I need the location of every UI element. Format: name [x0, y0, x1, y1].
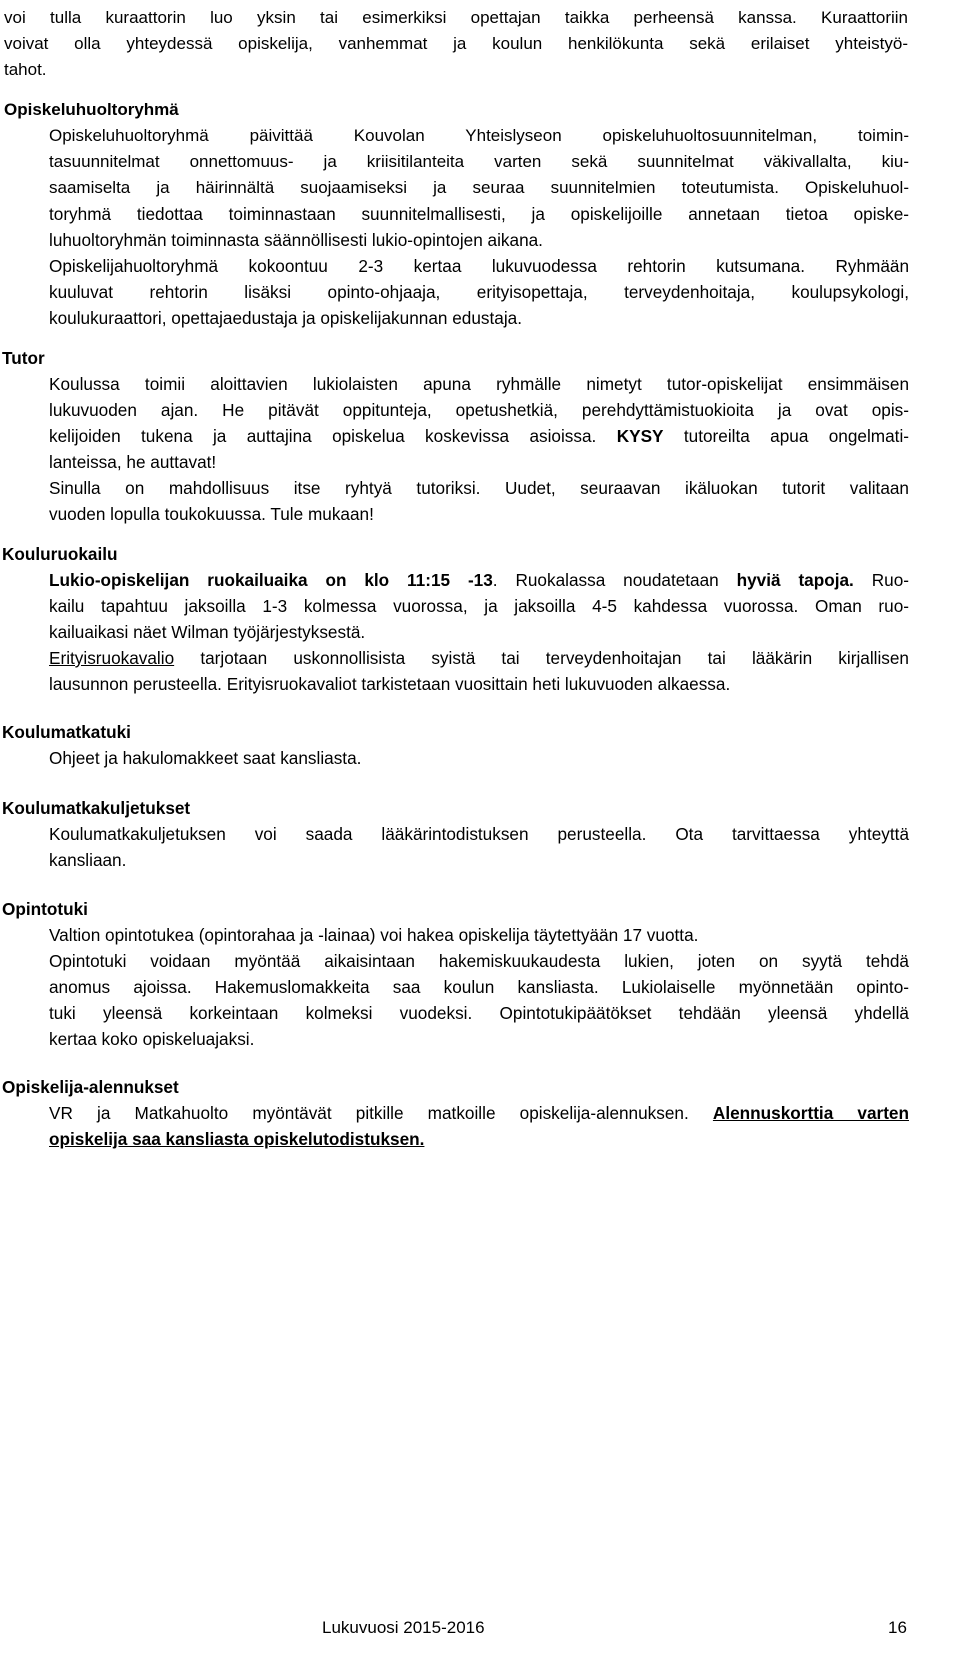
tutor-line-5: Sinulla on mahdollisuus itse ryhtyä tutoriksi. Uudet, seuraavan ikäluokan tutorit valitaan — [49, 478, 909, 498]
ohr-line-3: saamiselta ja häirinnältä suojaamiseksi ja seuraa suunnitelmien toteutumista. Opiskeluhuol- — [49, 178, 909, 197]
heading-opiskeluhuoltoryhma: Opiskeluhuoltoryhmä — [4, 100, 179, 119]
opintotuki-line-4: tuki yleensä korkeintaan kolmeksi vuodeksi. Opintotukipäätökset tehdään yleensä yhdellä — [49, 1003, 909, 1023]
alennus-bold-underlined-1: Alennuskorttia varten — [712, 1103, 909, 1123]
intro-line-2: voivat olla yhteydessä opiskelija, vanhemmat ja koulun henkilökunta sekä erilaiset yhteistyö- — [4, 34, 908, 53]
ohr-line-6: Opiskelijahuoltoryhmä kokoontuu 2-3 kertaa lukuvuodessa rehtorin kutsumana. Ryhmään — [49, 256, 909, 276]
erityisruokavalio-underlined: Erityisruokavalio — [49, 648, 175, 668]
opintotuki-line-2: Opintotuki voidaan myöntää aikaisintaan hakemiskuukaudesta lukien, joten on syytä tehdä — [49, 951, 909, 971]
tutor-line-2: lukuvuoden ajan. He pitävät oppitunteja, opetushetkiä, perehdyttämistuokioita ja ovat opis- — [49, 400, 909, 420]
alennus-line-1 — [49, 1100, 909, 1126]
alennus-line-1-text: VR ja Matkahuolto myöntävät pitkille matkoille opiskelija-alennuksen. — [49, 1103, 713, 1123]
heading-tutor: Tutor — [2, 348, 45, 368]
alennus-line-2 — [49, 1126, 424, 1152]
tutor-line-3-end: tutoreilta apua ongelmati- — [663, 426, 909, 446]
heading-koulumatkakuljetukset: Koulumatkakuljetukset — [2, 798, 191, 818]
ruoka-line-4 — [49, 645, 909, 671]
tutor-kysy-bold: KYSY — [616, 426, 664, 446]
opintotuki-line-1: Valtion opintotukea (opintorahaa ja -lainaa) voi hakea opiskelija täytettyään 17 vuotta. — [49, 925, 699, 945]
ruoka-line-4-end: tarjotaan uskonnollisista syistä tai terveydenhoitajan tai lääkärin kirjallisen — [174, 648, 909, 668]
heading-opintotuki: Opintotuki — [2, 899, 88, 919]
heading-koulumatkatuki: Koulumatkatuki — [2, 722, 131, 742]
intro-line-1: voi tulla kuraattorin luo yksin tai esimerkiksi opettajan taikka perheensä kanssa. Kuraattoriin — [4, 8, 908, 27]
tutor-line-3 — [49, 423, 909, 449]
page-number: 16 — [888, 1618, 907, 1637]
kuljetus-line-2: kansliaan. — [49, 850, 127, 870]
opintotuki-line-5: kertaa koko opiskeluajaksi. — [49, 1029, 255, 1049]
ruoka-line-3: kailuaikasi näet Wilman työjärjestyksestä. — [49, 622, 366, 642]
tutor-line-4: lanteissa, he auttavat! — [49, 452, 217, 472]
heading-opiskelija-alennukset: Opiskelija-alennukset — [2, 1077, 179, 1097]
ruoka-manners-bold: hyviä tapoja. — [736, 570, 854, 590]
ohr-line-4: toryhmä tiedottaa toiminnastaan suunnitelmallisesti, ja opiskelijoille annetaan tietoa opiske- — [49, 204, 909, 224]
ohr-line-5: luhuoltoryhmän toiminnasta säännöllisesti lukio-opintojen aikana. — [49, 230, 543, 250]
ohr-line-7: kuuluvat rehtorin lisäksi opinto-ohjaaja, erityisopettaja, terveydenhoitaja, koulupsykologi, — [49, 282, 909, 302]
tutor-line-3-text: kelijoiden tukena ja auttajina opiskelua koskevissa asioissa. — [49, 426, 617, 446]
alennus-bold-underlined-2: opiskelija saa kansliasta opiskelutodistuksen. — [49, 1129, 425, 1149]
tutor-line-1: Koulussa toimii aloittavien lukiolaisten apuna ryhmälle nimetyt tutor-opiskelijat ensimmäisen — [49, 374, 909, 394]
ruoka-line-1 — [49, 567, 909, 593]
ruoka-line-1-end: Ruo- — [853, 570, 909, 590]
ruoka-time-bold: Lukio-opiskelijan ruokailuaika on klo 11:15 -13 — [49, 570, 493, 590]
ruoka-line-2: kailu tapahtuu jaksoilla 1-3 kolmessa vuorossa, ja jaksoilla 4-5 kahdessa vuorossa. Oman ruo- — [49, 596, 909, 616]
intro-line-3: tahot. — [4, 60, 47, 79]
ohr-line-2: tasuunnitelmat onnettomuus- ja kriisitilanteita varten sekä suunnitelmat väkivallalta, kiu- — [49, 152, 909, 171]
ohr-line-1: Opiskeluhuoltoryhmä päivittää Kouvolan Yhteislyseon opiskeluhuoltosuunnitelman, toimin- — [49, 126, 909, 145]
ruoka-line-1-mid: . Ruokalassa noudatetaan — [492, 570, 737, 590]
kuljetus-line-1: Koulumatkakuljetuksen voi saada lääkärintodistuksen perusteella. Ota tarvittaessa yhteyttä — [49, 824, 909, 844]
matkatuki-line-1: Ohjeet ja hakulomakkeet saat kansliasta. — [49, 748, 362, 768]
footer-year: Lukuvuosi 2015-2016 — [322, 1618, 485, 1637]
ohr-line-8: koulukuraattori, opettajaedustaja ja opiskelijakunnan edustaja. — [49, 308, 522, 328]
heading-kouluruokailu: Kouluruokailu — [2, 544, 118, 564]
tutor-line-6: vuoden lopulla toukokuussa. Tule mukaan! — [49, 504, 374, 524]
opintotuki-line-3: anomus ajoissa. Hakemuslomakkeita saa koulun kansliasta. Lukiolaiselle myönnetään opinto- — [49, 977, 909, 997]
ruoka-line-5: lausunnon perusteella. Erityisruokavaliot tarkistetaan vuosittain heti lukuvuoden alkaessa. — [49, 674, 731, 694]
